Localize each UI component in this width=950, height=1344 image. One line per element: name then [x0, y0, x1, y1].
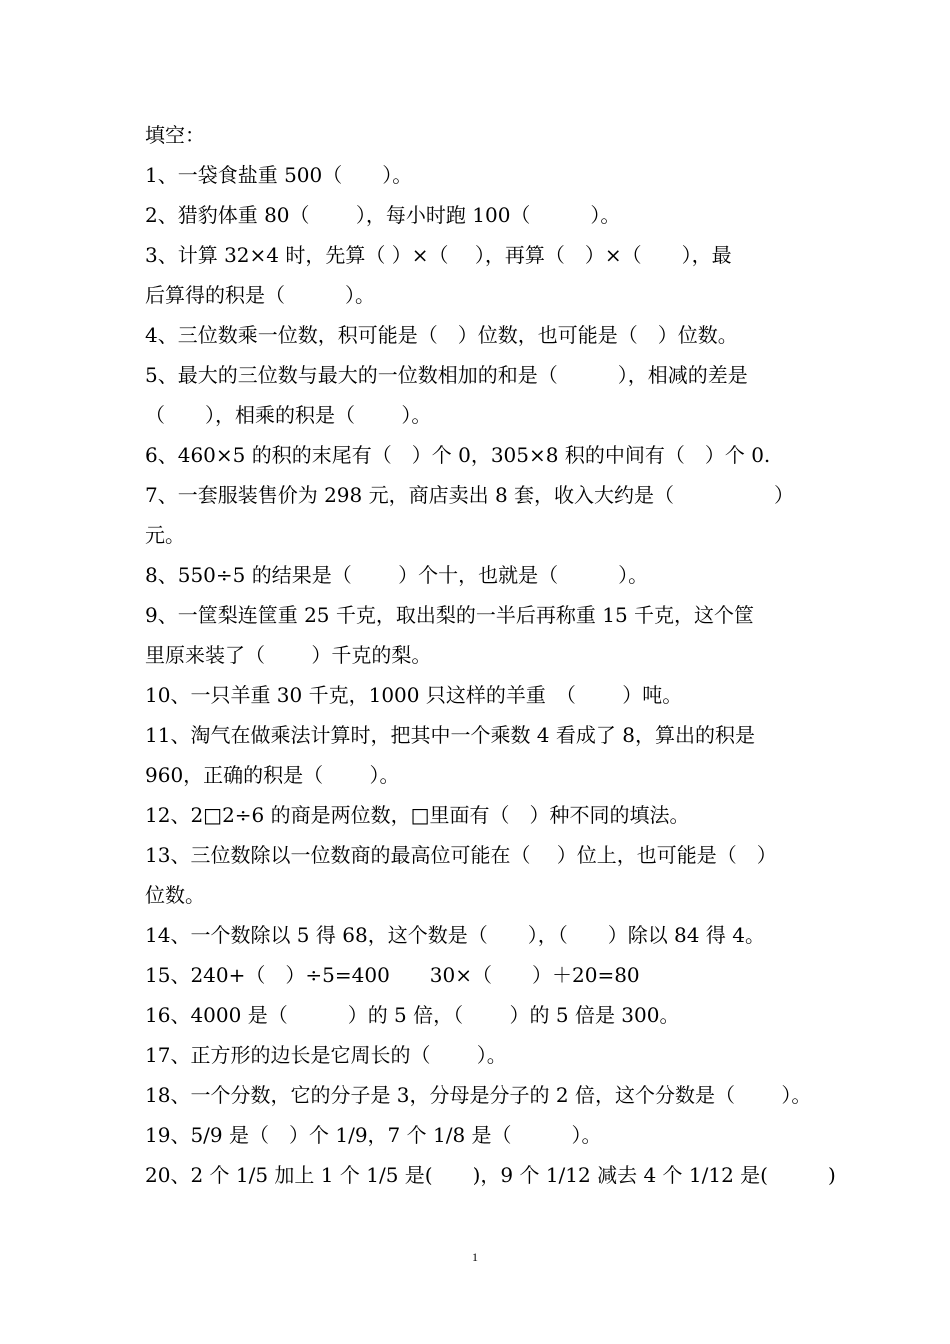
question-line: 元。: [145, 523, 185, 547]
question-line: 1、一袋食盐重 500（ ）。: [145, 163, 413, 187]
question-line: 2、猎豹体重 80（ ），每小时跑 100（ ）。: [145, 203, 621, 227]
question-line: 960，正确的积是（ ）。: [145, 763, 400, 787]
question-line: 19、5/9 是（ ）个 1/9，7 个 1/8 是（ ）。: [145, 1123, 602, 1147]
question-line: 14、一个数除以 5 得 68，这个数是（ ），（ ）除以 84 得 4。: [145, 923, 765, 947]
question-line: 里原来装了（ ）千克的梨。: [145, 643, 432, 667]
question-line: 7、一套服装售价为 298 元，商店卖出 8 套，收入大约是（ ）: [145, 483, 795, 507]
worksheet-content: [145, 115, 836, 1195]
question-line: 16、4000 是（ ）的 5 倍，（ ）的 5 倍是 300。: [145, 1003, 680, 1027]
section-heading: 填空：: [145, 123, 205, 147]
question-line: 15、240+（ ）÷5=400 30×（ ）＋20=80: [145, 963, 640, 987]
question-line: 3、计算 32×4 时，先算（ ）×（ ），再算（ ）×（ ），最: [145, 243, 732, 267]
question-line: 20、2 个 1/5 加上 1 个 1/5 是( )，9 个 1/12 减去 4 个 1/12 是( ): [145, 1163, 836, 1187]
question-line: 17、正方形的边长是它周长的（ ）。: [145, 1043, 507, 1067]
question-line: 9、一筐梨连筐重 25 千克，取出梨的一半后再称重 15 千克，这个筐: [145, 603, 755, 627]
question-line: 8、550÷5 的结果是（ ）个十，也就是（ ）。: [145, 563, 649, 587]
question-line: 5、最大的三位数与最大的一位数相加的和是（ ），相减的差是: [145, 363, 748, 387]
question-line: （ ），相乘的积是（ ）。: [145, 403, 432, 427]
question-line: 13、三位数除以一位数商的最高位可能在（ ）位上，也可能是（ ）: [145, 843, 777, 867]
question-line: 12、2□2÷6 的商是两位数，□里面有（ ）种不同的填法。: [145, 803, 690, 827]
question-line: 6、460×5 的积的末尾有（ ）个 0，305×8 积的中间有（ ）个 0.: [145, 443, 771, 467]
question-line: 18、一个分数，它的分子是 3，分母是分子的 2 倍，这个分数是（ ）。: [145, 1083, 812, 1107]
question-line: 后算得的积是（ ）。: [145, 283, 375, 307]
page-number: 1: [472, 1250, 478, 1264]
question-line: 11、淘气在做乘法计算时，把其中一个乘数 4 看成了 8，算出的积是: [145, 723, 755, 747]
question-line: 10、一只羊重 30 千克，1000 只这样的羊重 （ ）吨。: [145, 683, 683, 707]
question-line: 位数。: [145, 883, 205, 907]
question-line: 4、三位数乘一位数，积可能是（ ）位数，也可能是（ ）位数。: [145, 323, 738, 347]
